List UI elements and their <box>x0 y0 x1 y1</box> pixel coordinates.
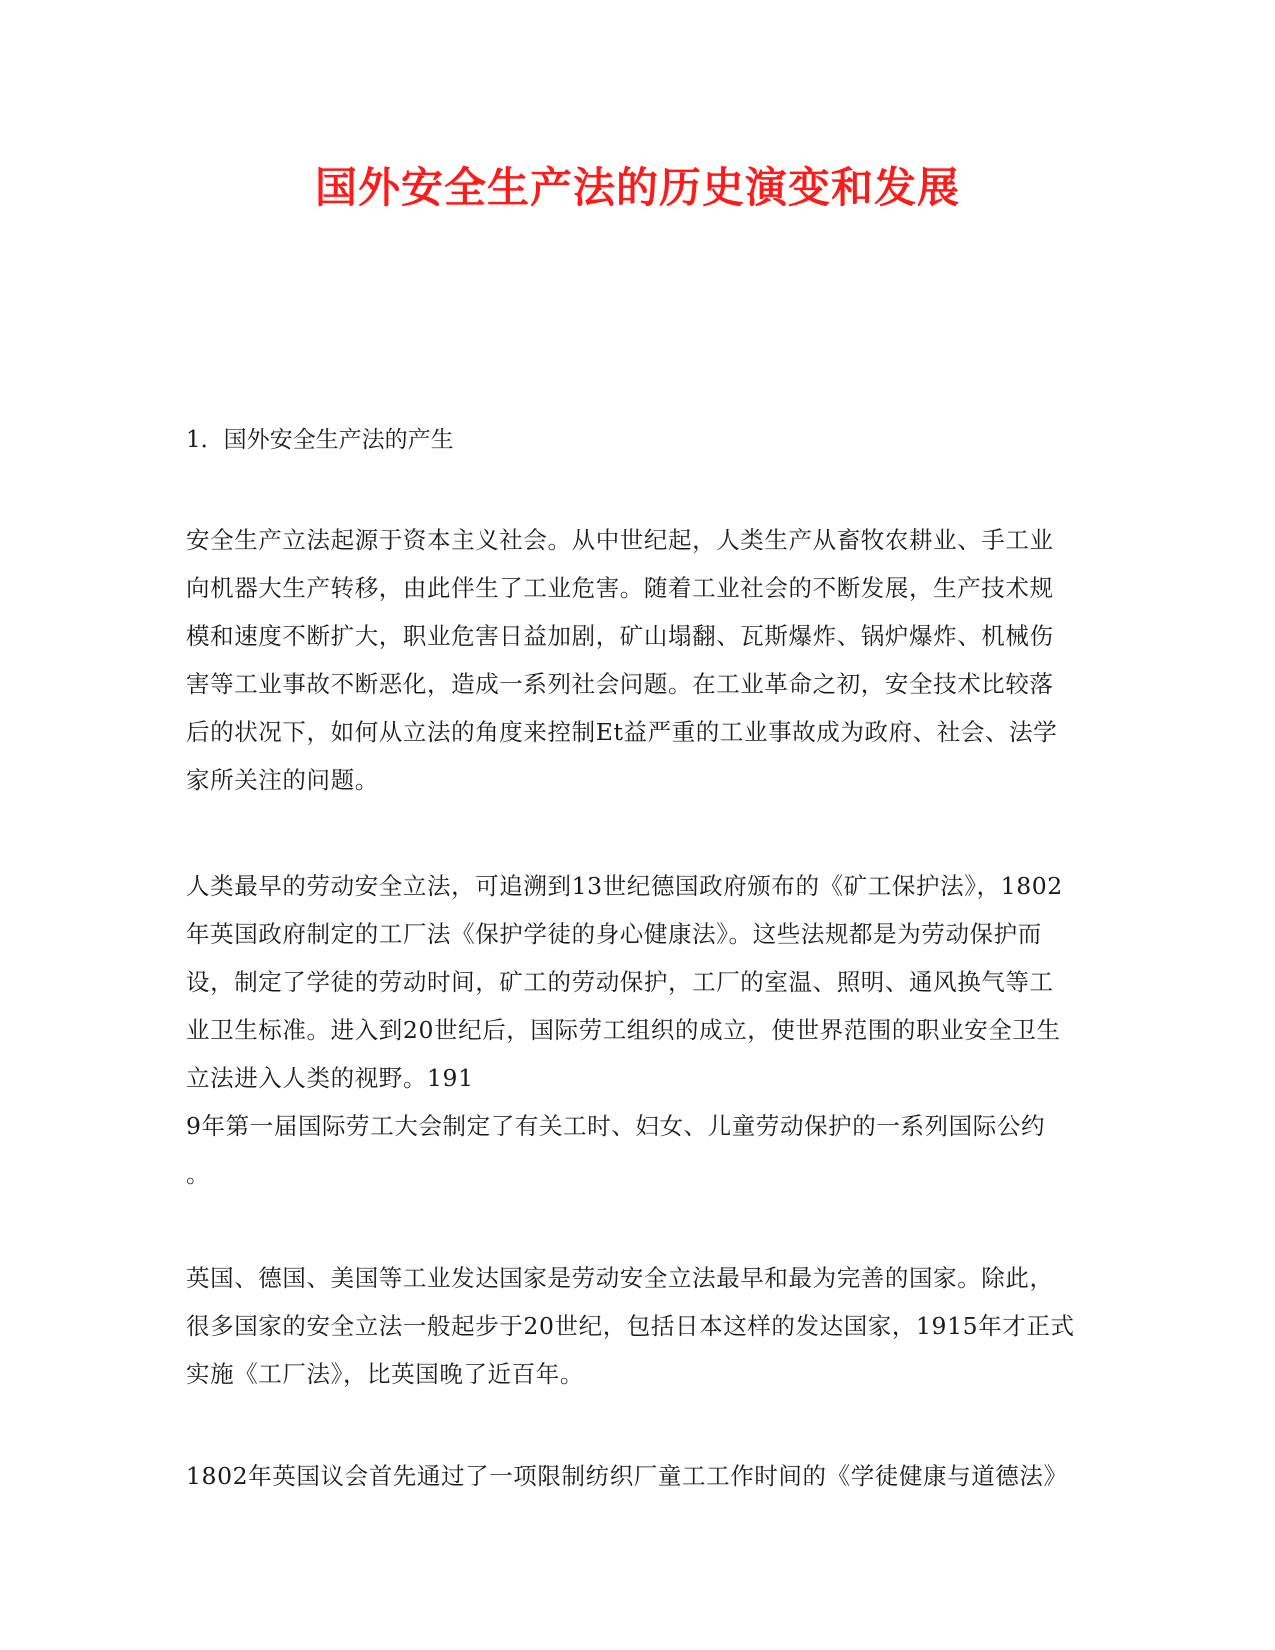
paragraph-line: 很多国家的安全立法一般起步于20世纪，包括日本这样的发达国家，1915年才正式 <box>186 1312 1075 1340</box>
paragraph-1 <box>186 516 1090 804</box>
paragraph-line: 害等工业事故不断恶化，造成一系列社会问题。在工业革命之初，安全技术比较落 <box>186 670 1054 698</box>
paragraph-line: 设，制定了学徒的劳动时间，矿工的劳动保护，工厂的室温、照明、通风换气等工 <box>186 968 1054 996</box>
paragraph-line: 安全生产立法起源于资本主义社会。从中世纪起，人类生产从畜牧农耕业、手工业 <box>186 526 1054 554</box>
paragraph-line: 年英国政府制定的工厂法《保护学徒的身心健康法》。这些法规都是为劳动保护而 <box>186 920 1042 948</box>
paragraph-2 <box>186 862 1090 1198</box>
section-heading: 1．国外安全生产法的产生 <box>186 427 454 453</box>
paragraph-line: 后的状况下，如何从立法的角度来控制Et益严重的工业事故成为政府、社会、法学 <box>186 718 1058 746</box>
document-title: 国外安全生产法的历史演变和发展 <box>314 163 960 212</box>
paragraph-line: 模和速度不断扩大，职业危害日益加剧，矿山塌翻、瓦斯爆炸、锅炉爆炸、机械伤 <box>186 622 1054 650</box>
paragraph-line: 。 <box>186 1160 211 1188</box>
paragraph-line: 业卫生标准。进入到20世纪后，国际劳工组织的成立，使世界范围的职业安全卫生 <box>186 1016 1061 1044</box>
paragraph-4 <box>186 1452 1090 1500</box>
paragraph-line: 向机器大生产转移，由此伴生了工业危害。随着工业社会的不断发展，生产技术规 <box>186 574 1054 602</box>
paragraph-line: 人类最早的劳动安全立法，可追溯到13世纪德国政府颁布的《矿工保护法》，1802 <box>186 872 1063 900</box>
paragraph-line: 家所关注的问题。 <box>186 766 379 794</box>
paragraph-3 <box>186 1254 1090 1398</box>
paragraph-line: 9年第一届国际劳工大会制定了有关工时、妇女、儿童劳动保护的一系列国际公约 <box>186 1112 1046 1140</box>
paragraph-line: 实施《工厂法》，比英国晚了近百年。 <box>186 1360 584 1388</box>
paragraph-line: 英国、德国、美国等工业发达国家是劳动安全立法最早和最为完善的国家。除此， <box>186 1264 1054 1292</box>
paragraph-line: 立法进入人类的视野。191 <box>186 1064 474 1092</box>
paragraph-line: 1802年英国议会首先通过了一项限制纺织厂童工工作时间的《学徒健康与道德法》 <box>186 1462 1068 1490</box>
